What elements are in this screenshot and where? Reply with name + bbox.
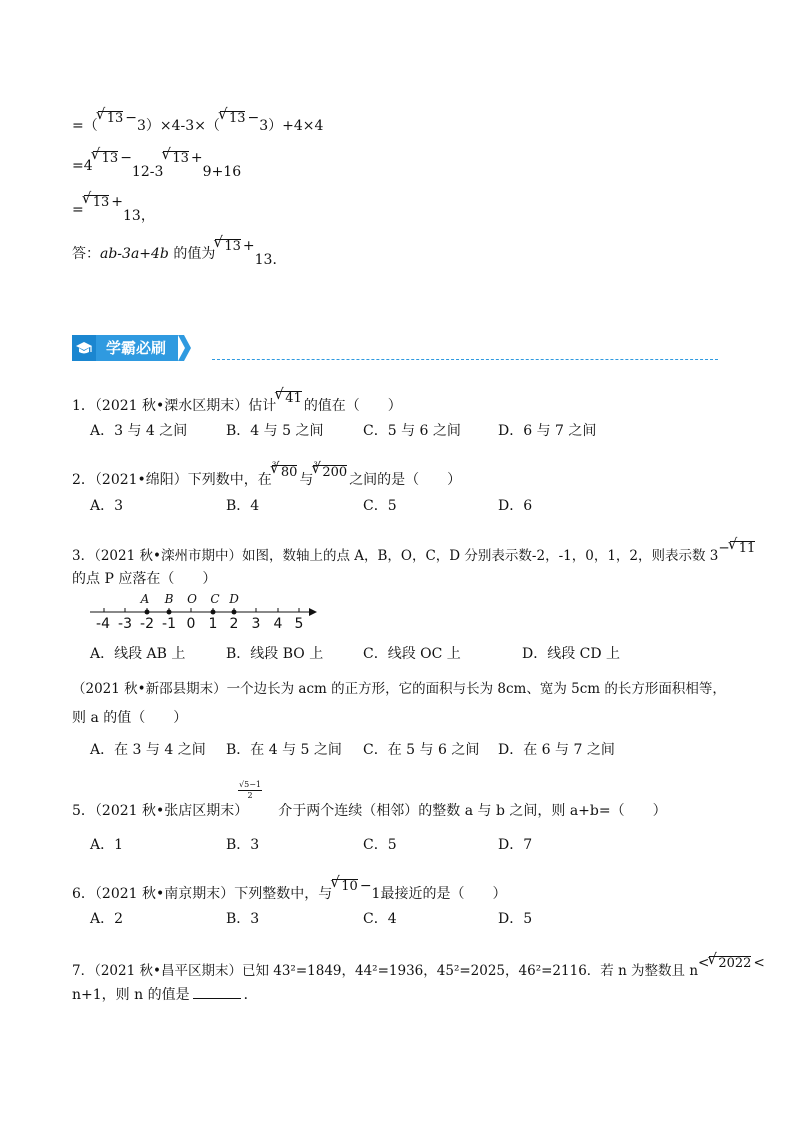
tick-label: 3	[251, 616, 261, 632]
sqrt13: √ 13	[98, 111, 124, 125]
q1-option-b: B．4 与 5 之间	[226, 423, 324, 439]
q6-option-b: B．3	[226, 911, 260, 927]
tick-label: -4	[96, 616, 110, 632]
q6-option-c: C．4	[363, 911, 397, 927]
q6-option-d: D．5	[498, 911, 533, 927]
question-7: 7．（2021 秋•昌平区期末）已知 43²=1849，44²=1936，45²=2025，46²=2116．若 n 为整数且 n<√ 2022 <	[72, 955, 765, 979]
point-b	[167, 610, 172, 615]
q4-option-a: A．在 3 与 4 之间	[90, 742, 206, 758]
tick-label: -3	[118, 616, 132, 632]
q3-option-a: A．线段 AB 上	[90, 646, 186, 662]
q2-option-c: C．5	[363, 498, 397, 514]
point-a	[145, 610, 150, 615]
q1-option-c: C．5 与 6 之间	[363, 423, 461, 439]
tick-label: 0	[186, 616, 196, 632]
tick-label: -2	[140, 616, 154, 632]
question-4-line-2: 则 a 的值（ ）	[72, 710, 188, 726]
question-7-line-2: n+1，则 n 的值是 ．	[72, 987, 258, 1003]
tick-label: -1	[162, 616, 176, 632]
graduation-cap-icon	[72, 335, 96, 361]
q3-option-d: D．线段 CD 上	[522, 646, 621, 662]
question-6: 6．（2021 秋•南京期末）下列整数中，与√ 10 −1最接近的是（ ）	[72, 878, 506, 903]
section-title: 学霸必刷	[96, 335, 178, 361]
sqrt13: √ 13	[220, 111, 246, 125]
answer-blank[interactable]	[193, 986, 241, 999]
q4-option-c: C．在 5 与 6 之间	[363, 742, 480, 758]
q5-fraction: √5−1 2	[239, 780, 261, 800]
q2-option-a: A．3	[90, 498, 124, 514]
label-o: O	[187, 592, 197, 606]
q2-option-d: D．6	[498, 498, 533, 514]
q5-option-b: B．3	[226, 837, 260, 853]
q4-option-d: D．在 6 与 7 之间	[498, 742, 615, 758]
question-3-line-2: 的点 P 应落在（ ）	[72, 571, 217, 587]
tick-label: 5	[294, 616, 304, 632]
question-4: （2021 秋•新邵县期末）一个边长为 acm 的正方形，它的面积与长为 8cm、宽为 5cm 的长方形面积相等，	[72, 681, 726, 697]
solution-answer: 答：ab-3a+4b 的值为√ 13 +13．	[72, 238, 286, 269]
q1-option-a: A．3 与 4 之间	[90, 423, 188, 439]
tick-label: 2	[229, 616, 239, 632]
label-a: A	[140, 592, 150, 606]
question-3: 3．（2021 秋•滦州市期中）如图，数轴上的点 A，B，O，C，D 分别表示数-2，-1，0，1，2，则表示数 3−√ 11	[72, 540, 757, 564]
q2-option-b: B．4	[226, 498, 260, 514]
tick-label: 4	[273, 616, 283, 632]
banner-arrow-icon	[178, 334, 192, 362]
solution-line-1: =（√ 13 −3）×4-3×（√ 13 −3）+4×4	[72, 110, 323, 135]
solution-line-2: =4√ 13 −12-3√ 13 +9+16	[72, 150, 241, 180]
label-c: C	[210, 592, 220, 606]
solution-line-3: =√ 13 +13，	[72, 194, 155, 225]
section-banner	[72, 334, 192, 362]
question-2: 2．（2021•绵阳）下列数中，在 √ 3 80 与 √ 3 200 之间的是（ ）	[72, 464, 461, 489]
q5-option-c: C．5	[363, 837, 397, 853]
label-d: D	[229, 592, 239, 606]
label-b: B	[164, 592, 174, 606]
question-1: 1．（2021 秋•溧水区期末）估计√ 41 的值在（ ）	[72, 390, 402, 415]
tick-label: 1	[208, 616, 218, 632]
q4-option-b: B．在 4 与 5 之间	[226, 742, 342, 758]
number-line	[88, 590, 320, 634]
section-divider	[212, 359, 718, 360]
q3-option-c: C．线段 OC 上	[363, 646, 461, 662]
q5-option-a: A．1	[90, 837, 124, 853]
q1-option-d: D．6 与 7 之间	[498, 423, 597, 439]
q6-option-a: A．2	[90, 911, 124, 927]
q3-option-b: B．线段 BO 上	[226, 646, 324, 662]
point-d	[232, 610, 237, 615]
q5-option-d: D．7	[498, 837, 533, 853]
question-5: 5．（2021 秋•张店区期末） 介于两个连续（相邻）的整数 a 与 b 之间，则 a+b=（ ）	[72, 803, 667, 819]
point-c	[211, 610, 216, 615]
